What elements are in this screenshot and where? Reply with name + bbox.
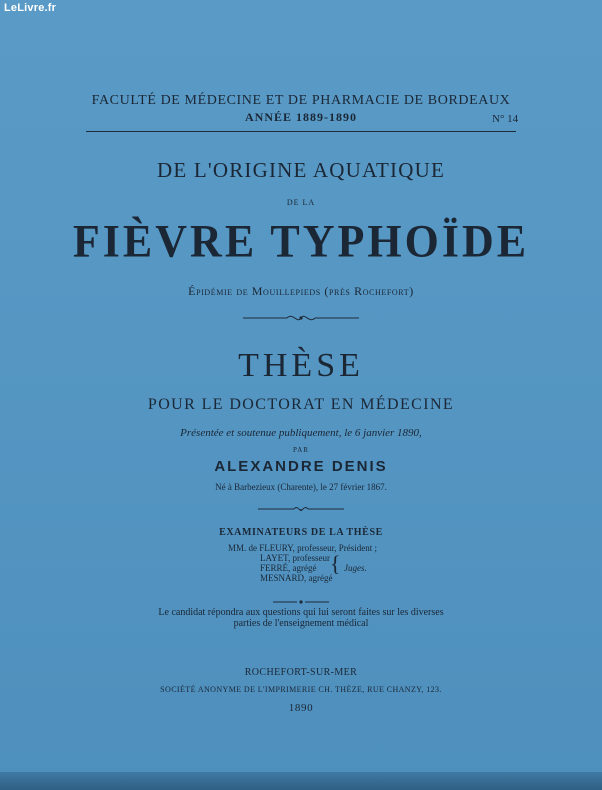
imprint-city: ROCHEFORT-SUR-MER [244, 667, 358, 678]
judges-label: Juges. [344, 563, 367, 573]
examiner-ferre: FERRÉ, agrégé [260, 563, 317, 573]
candidate-notice-1: Le candidat répondra aux questions qui lui seront faites sur les diverses [158, 607, 444, 618]
ornament-divider-1 [241, 312, 361, 324]
presentation-date: Présentée et soutenue publiquement, le 6 janvier 1890, [180, 427, 422, 439]
examiner-mesnard: MESNARD, agrégé [260, 573, 333, 583]
ornament-divider-2 [256, 504, 346, 514]
issue-number: N° 14 [492, 113, 519, 125]
imprint-year: 1890 [288, 702, 314, 714]
imprint-printer: SOCIÉTÉ ANONYME DE L'IMPRIMERIE CH. THÈZE, RUE CHANZY, 123. [160, 685, 442, 694]
title-connector: DE LA [286, 198, 316, 207]
faculty-line: FACULTÉ DE MÉDECINE ET DE PHARMACIE DE BORDEAUX [91, 93, 511, 108]
thesis-purpose: POUR LE DOCTORAT EN MÉDECINE [147, 396, 455, 413]
title-prefix: DE L'ORIGINE AQUATIQUE [157, 158, 445, 182]
title-subtitle: Épidémie de Mouillepieds (près Rochefort) [188, 284, 414, 298]
examiners-heading: EXAMINATEURS DE LA THÈSE [219, 527, 383, 538]
candidate-notice-2: parties de l'enseignement médical [233, 618, 369, 629]
ornament-divider-3 [271, 598, 331, 606]
by-label: PAR [293, 446, 309, 454]
header-rule [86, 131, 516, 132]
examiner-layet: LAYET, professeur [260, 553, 330, 563]
examiner-president: MM. de FLEURY, professeur, Président ; [228, 543, 377, 553]
cover-bottom-edge [0, 772, 602, 790]
author-name: ALEXANDRE DENIS [214, 458, 388, 475]
main-title: FIÈVRE TYPHOÏDE [72, 215, 530, 268]
author-birth: Né à Barbezieux (Charente), le 27 février 1867. [215, 482, 387, 492]
academic-year: ANNÉE 1889-1890 [244, 110, 357, 124]
judges-brace: { [330, 551, 341, 576]
watermark: LeLivre.fr [4, 2, 57, 14]
thesis-heading: THÈSE [238, 347, 364, 384]
